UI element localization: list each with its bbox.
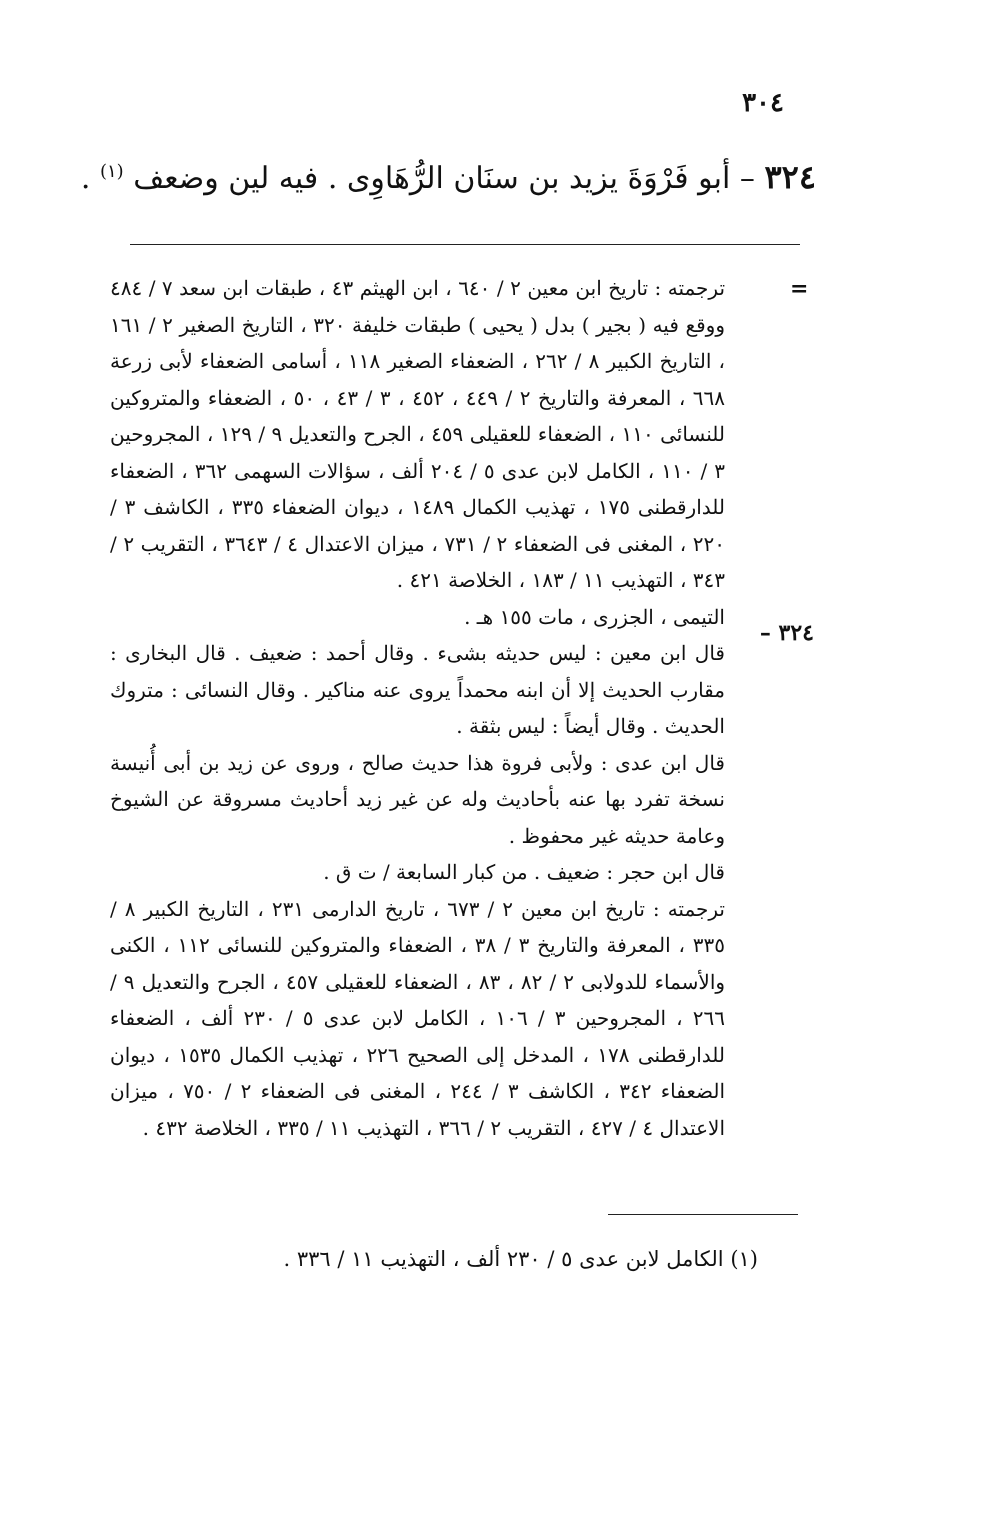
note-paragraph-ibn-hajar: قال ابن حجر : ضعيف . من كبار السابعة / ت ق . [323, 860, 725, 884]
note-paragraph-sources-2: ترجمته : تاريخ ابن معين ٢ / ٦٧٣ ، تاريخ الدارمى ٢٣١ ، التاريخ الكبير ٨ / ٣٣٥ ، المعرفة والتاريخ ٣ / ٣٨ ، الضعفاء والمتروكين للنسائى ١١٢ ، الكنى والأسماء للدولابى ٢ / ٨٢ ، ٨٣ ، الضعفاء للعقيلى ٤٥٧ ، الجرح والتعديل ٩ / ٢٦٦ ، المجروحين ٣ / ١٠٦ ، الكامل لابن عدى ٥ / ٢٣٠ ألف ، الضعفاء للدارقطنى ١٧٨ ، المدخل إلى الصحيح ٢٢٦ ، تهذيب الكمال ١٥٣٥ ، ديوان الضعفاء ٣٤٢ ، الكاشف ٣ / ٢٤٤ ، المغنى فى الضعفاء ٢ / ٧٥٠ ، ميزان الاعتدال ٤ / ٤٢٧ ، التقريب ٢ / ٣٦٦ ، التهذيب ١١ / ٣٣٥ ، الخلاصة ٤٣٢ . [110, 896, 726, 1140]
entry-dash: – [730, 161, 765, 196]
footnote-divider [608, 1214, 798, 1215]
footnote-reference: (١) [99, 161, 124, 182]
note-paragraph-identity: التيمى ، الجزرى ، مات ١٥٥ هـ . [464, 604, 725, 629]
entry-text: أبو فَرْوَةَ يزيد بن سنَان الرُّهَاوِى . فيه لين وضعف [123, 161, 731, 196]
entry-end: . [80, 161, 100, 196]
footnote: (١) الكامل لابن عدى ٥ / ٢٣٠ ألف ، التهذيب ١١ / ٣٣٦ . [283, 1247, 758, 1271]
main-entry [80, 150, 816, 201]
side-entry-number: ٣٢٤ – [759, 620, 814, 646]
continuation-marker: = [790, 276, 809, 302]
note-paragraph-ibn-adi: قال ابن عدى : ولأبى فروة هذا حديث صالح ، وروى عن زيد بن أبى أُنيسة نسخة تفرد بها عنه بأحاديث وله عن غير زيد أحاديث مسروقة عن الشيوخ وعامة حديثه غير محفوظ . [110, 750, 725, 848]
note-paragraph-ibn-maeen: قال ابن معين : ليس حديثه بشىء . وقال أحمد : ضعيف . قال البخارى : مقارب الحديث إلا أن ابنه محمداً يروى عنه مناكير . وقال النسائى : متروك الحديث . وقال أيضاً : ليس بثقة . [110, 641, 725, 738]
notes-block [110, 270, 725, 1146]
note-paragraph-sources-1: ترجمته : تاريخ ابن معين ٢ / ٦٤٠ ، ابن الهيثم ٤٣ ، طبقات ابن سعد ٧ / ٤٨٤ ووقع فيه ( بجير ) بدل ( يحيى ) طبقات خليفة ٣٢٠ ، التاريخ الصغير ٢ / ١٦١ ، التاريخ الكبير ٨ / ٢٦٢ ، الضعفاء الصغير ١١٨ ، أسامى الضعفاء لأبى زرعة ٦٦٨ ، المعرفة والتاريخ ٢ / ٤٤٩ ، ٤٥٢ ، ٣ / ٤٣ ، ٥٠ ، الضعفاء والمتروكين للنسائى ١١٠ ، الضعفاء للعقيلى ٤٥٩ ، الجرح والتعديل ٩ / ١٢٩ ، المجروحين ٣ / ١١٠ ، الكامل لابن عدى ٥ / ٢٠٤ ألف ، سؤالات السهمى ٣٦٢ ، الضعفاء للدارقطنى ١٧٥ ، تهذيب الكمال ١٤٨٩ ، ديوان الضعفاء ٣٣٥ ، الكاشف ٣ / ٢٢٠ ، المغنى فى الضعفاء ٢ / ٧٣١ ، ميزان الاعتدال ٤ / ٣٦٤٣ ، التقريب ٢ / ٣٤٣ ، التهذيب ١١ / ١٨٣ ، الخلاصة ٤٢١ . [110, 276, 726, 592]
top-divider [130, 244, 800, 245]
entry-number: ٣٢٤ [764, 158, 816, 196]
page-number: ٣٠٤ [742, 88, 784, 118]
